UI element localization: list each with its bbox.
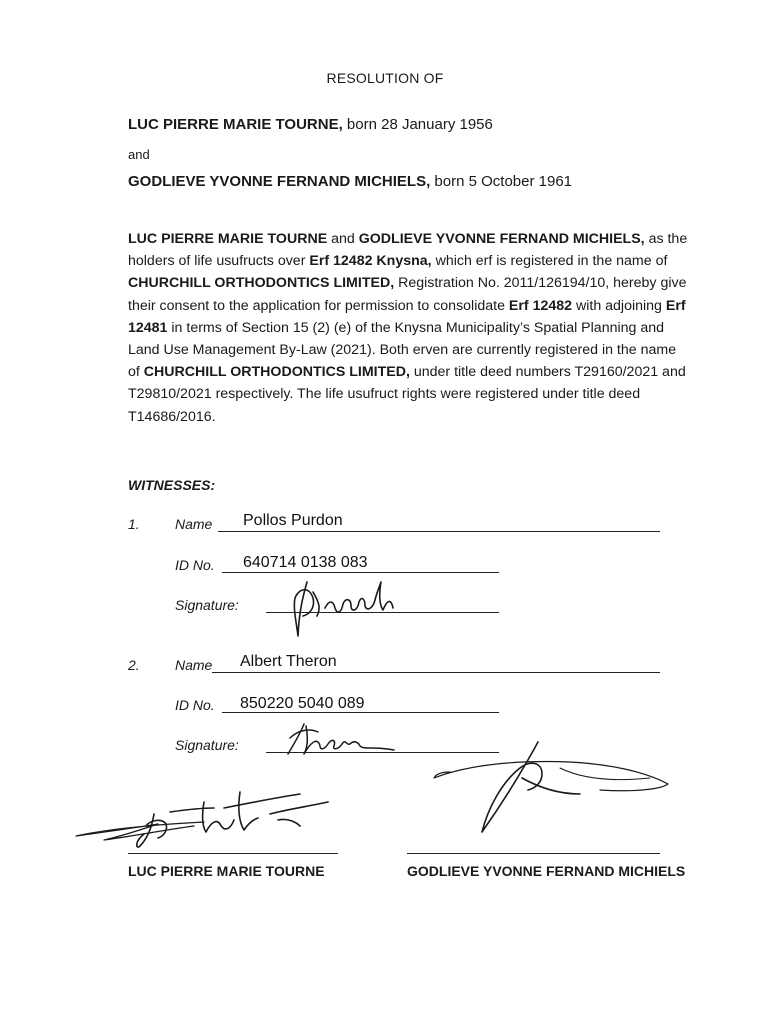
para-text: in terms of Section 15 (2) (e) of the Knysna Municipality’s Spatial Planning and Land Use Management By-Law (2021). Both erven are currently registered in the name of [128,319,677,381]
para-text: as the holders of life usufructs over [128,231,688,270]
party-1-signature-line [128,853,338,854]
witness-1-id-label: ID No. [175,557,215,573]
para-text: with adjoining [572,297,666,314]
witnesses-heading: WITNESSES: [128,477,216,493]
witness-2-signature [284,720,404,760]
party-2-signature-line [407,853,660,854]
para-text: Registration No. 2011/126194/10, hereby give their consent to the application for permission to consolidate [128,275,687,314]
party-2-name: GODLIEVE YVONNE FERNAND MICHIELS, [128,173,431,190]
witness-1-name-value: Pollos Purdon [243,512,343,529]
witness-2-id-value: 850220 5040 089 [240,695,365,712]
party-2-signatory-name: GODLIEVE YVONNE FERNAND MICHIELS [407,863,686,879]
and-text: and [128,147,150,162]
witness-1-signature-label: Signature: [175,597,239,613]
resolution-paragraph [128,228,688,428]
witness-2-name-value: Albert Theron [240,653,337,670]
para-erf-knysna: Erf 12482 Knysna, [309,253,432,270]
para-name-1: LUC PIERRE MARIE TOURNE [128,231,328,247]
witness-1-name-line [218,531,660,532]
party-2-signature [430,738,670,838]
para-erf-12482: Erf 12482 [508,297,573,314]
para-name-2: GODLIEVE YVONNE FERNAND MICHIELS, [358,231,645,247]
witness-1-number: 1. [128,516,140,532]
para-text: under title deed numbers T29160/2021 and T29810/2021 respectively. The life usufruct rights were registered under title deed T14686/2016. [128,364,686,425]
para-text: which erf is registered in the name of [431,253,668,270]
para-company-2: CHURCHILL ORTHODONTICS LIMITED, [143,364,410,381]
document-title: RESOLUTION OF [326,70,444,86]
party-1-born: born 28 January 1956 [342,116,493,133]
party-1-signatory-name: LUC PIERRE MARIE TOURNE [128,863,325,879]
party-2-born: born 5 October 1961 [430,173,573,190]
party-1-signature [74,788,334,858]
party-1-name: LUC PIERRE MARIE TOURNE, [128,116,343,133]
witness-1-id-value: 640714 0138 083 [243,554,368,571]
party-2-line [128,173,572,190]
para-erf-12481: Erf 12481 [128,297,686,336]
witness-1-id-line [222,572,499,573]
para-text: and [327,231,359,247]
witness-2-id-label: ID No. [175,697,215,713]
party-1-line [128,116,493,133]
witness-1-name-label: Name [175,516,213,532]
witness-2-name-line [212,672,660,673]
witness-2-name-label: Name [175,657,213,673]
para-company: CHURCHILL ORTHODONTICS LIMITED, [128,275,395,292]
witness-2-signature-label: Signature: [175,737,239,753]
witness-2-number: 2. [128,657,140,673]
witness-1-signature [285,578,405,640]
